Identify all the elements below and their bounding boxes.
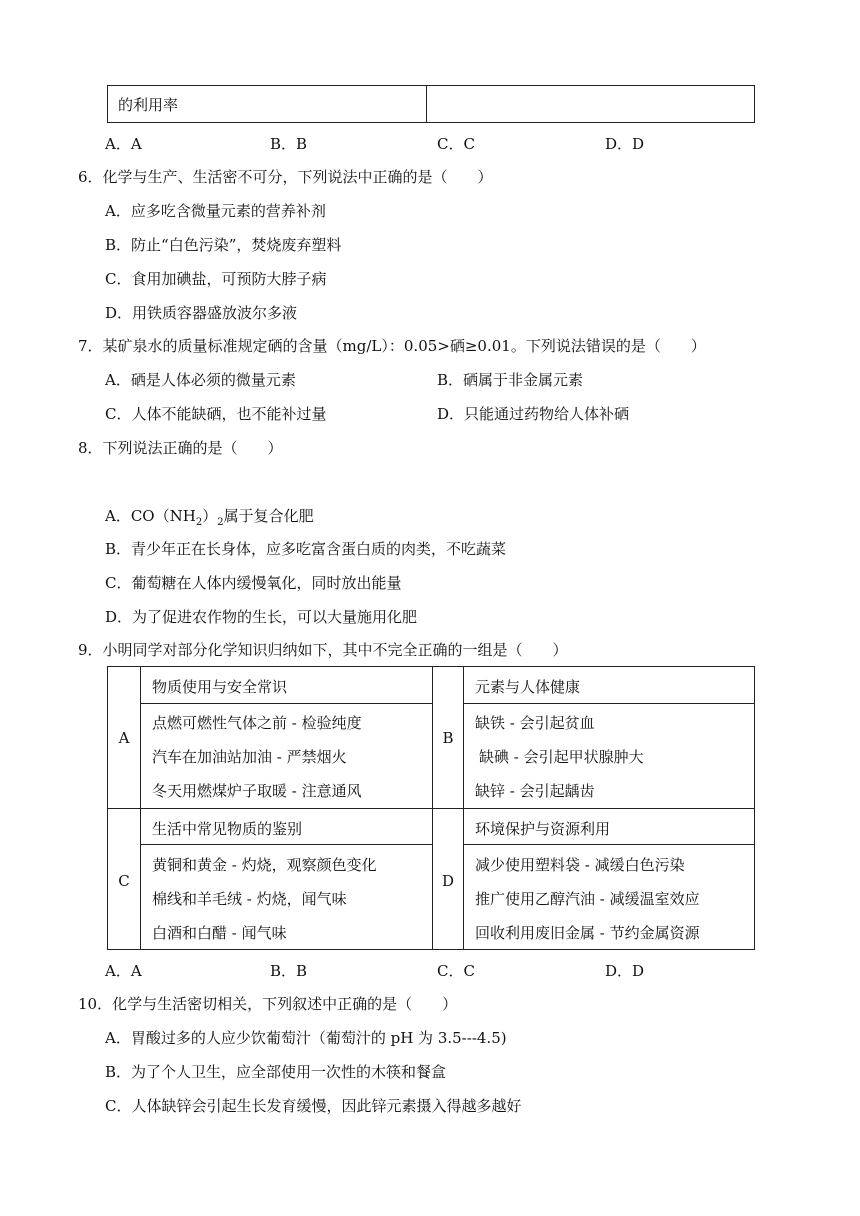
q7-stem: 7．某矿泉水的质量标准规定硒的含量（mg/L）：0.05>硒≥0.01。下列说法错误的是（ ）: [78, 337, 706, 355]
q10-option-b[interactable]: B．为了个人卫生，应全部使用一次性的木筷和餐盒: [105, 1063, 447, 1081]
section-a-title: 物质使用与安全常识: [152, 678, 288, 696]
section-c-title: 生活中常见物质的鉴别: [152, 820, 303, 838]
q6-option-d[interactable]: D．用铁质容器盛放波尔多液: [105, 304, 298, 322]
knowledge-summary-table: [107, 666, 755, 950]
q10-option-a[interactable]: A．胃酸过多的人应少饮葡萄汁（葡萄汁的 pH 为 3.5---4.5): [105, 1029, 507, 1047]
section-d-line: 减少使用塑料袋 - 减缓白色污染: [475, 856, 685, 874]
q7-option-c[interactable]: C．人体不能缺硒，也不能补过量: [105, 405, 327, 423]
section-b-line: 缺碘 - 会引起甲状腺肿大: [479, 748, 644, 766]
subscript: 2: [217, 517, 224, 528]
table-divider: [140, 703, 432, 704]
q5-option-d[interactable]: D．D: [605, 135, 645, 153]
q9-option-b[interactable]: B．B: [270, 962, 308, 980]
q8-option-b[interactable]: B．青少年正在长身体，应多吃富含蛋白质的肉类，不吃蔬菜: [105, 540, 507, 558]
subscript: 2: [195, 517, 203, 528]
section-d-title: 环境保护与资源利用: [475, 820, 611, 838]
q5-option-b[interactable]: B．B: [270, 135, 308, 153]
q8-option-d[interactable]: D．为了促进农作物的生长，可以大量施用化肥: [105, 608, 418, 626]
section-letter-a: A: [118, 729, 130, 747]
q10-stem: 10．化学与生活密切相关，下列叙述中正确的是（ ）: [78, 995, 458, 1013]
q9-option-c[interactable]: C．C: [437, 962, 475, 980]
table-divider: [108, 808, 754, 809]
q8-option-a[interactable]: [105, 505, 314, 528]
section-letter-c: C: [118, 872, 130, 890]
q6-option-b[interactable]: B．防止“白色污染”，焚烧废弃塑料: [105, 236, 342, 254]
section-d-line: 回收利用废旧金属 - 节约金属资源: [475, 924, 700, 942]
section-c-line: 白酒和白醋 - 闻气味: [152, 924, 287, 942]
q8-option-a-suffix: 属于复合化肥: [223, 507, 314, 525]
q7-option-a[interactable]: A．硒是人体必须的微量元素: [105, 371, 296, 389]
section-a-line: 点燃可燃性气体之前 - 检验纯度: [152, 714, 362, 732]
q5-option-c[interactable]: C．C: [437, 135, 475, 153]
table-cell: 的利用率: [108, 86, 427, 122]
section-letter-d: D: [441, 872, 455, 890]
section-a-line: 汽车在加油站加油 - 严禁烟火: [152, 748, 347, 766]
q5-option-a[interactable]: A．A: [105, 135, 142, 153]
q9-option-a[interactable]: A．A: [105, 962, 142, 980]
section-b-line: 缺锌 - 会引起龋齿: [475, 782, 595, 800]
section-d-line: 推广使用乙醇汽油 - 减缓温室效应: [475, 890, 700, 908]
q8-stem: 8．下列说法正确的是（ ）: [78, 439, 283, 457]
q6-stem: 6．化学与生产、生活密不可分，下列说法中正确的是（ ）: [78, 168, 493, 186]
section-a-line: 冬天用燃煤炉子取暖 - 注意通风: [152, 782, 362, 800]
section-c-line: 棉线和羊毛绒 - 灼烧，闻气味: [152, 890, 347, 908]
q9-stem: 9．小明同学对部分化学知识归纳如下，其中不完全正确的一组是（ ）: [78, 641, 568, 659]
q9-option-d[interactable]: D．D: [605, 962, 645, 980]
section-b-title: 元素与人体健康: [475, 678, 581, 696]
section-c-line: 黄铜和黄金 - 灼烧，观察颜色变化: [152, 856, 377, 874]
section-b-line: 缺铁 - 会引起贫血: [475, 714, 595, 732]
table-divider: [463, 844, 754, 845]
table-cell: [427, 86, 754, 122]
q7-option-d[interactable]: D．只能通过药物给人体补硒: [437, 405, 630, 423]
q8-option-c[interactable]: C．葡萄糖在人体内缓慢氧化，同时放出能量: [105, 574, 402, 592]
q6-option-a[interactable]: A．应多吃含微量元素的营养补剂: [105, 202, 326, 220]
q7-option-b[interactable]: B．硒属于非金属元素: [437, 371, 584, 389]
q8-option-a-mid: ）: [202, 507, 218, 525]
prev-question-table-row: [107, 85, 755, 123]
table-divider: [140, 844, 432, 845]
q6-option-c[interactable]: C．食用加碘盐，可预防大脖子病: [105, 270, 327, 288]
q10-option-c[interactable]: C．人体缺锌会引起生长发育缓慢，因此锌元素摄入得越多越好: [105, 1097, 522, 1115]
table-divider: [463, 703, 754, 704]
section-letter-b: B: [442, 729, 454, 747]
q8-option-a-prefix: A．CO（NH: [105, 507, 196, 525]
